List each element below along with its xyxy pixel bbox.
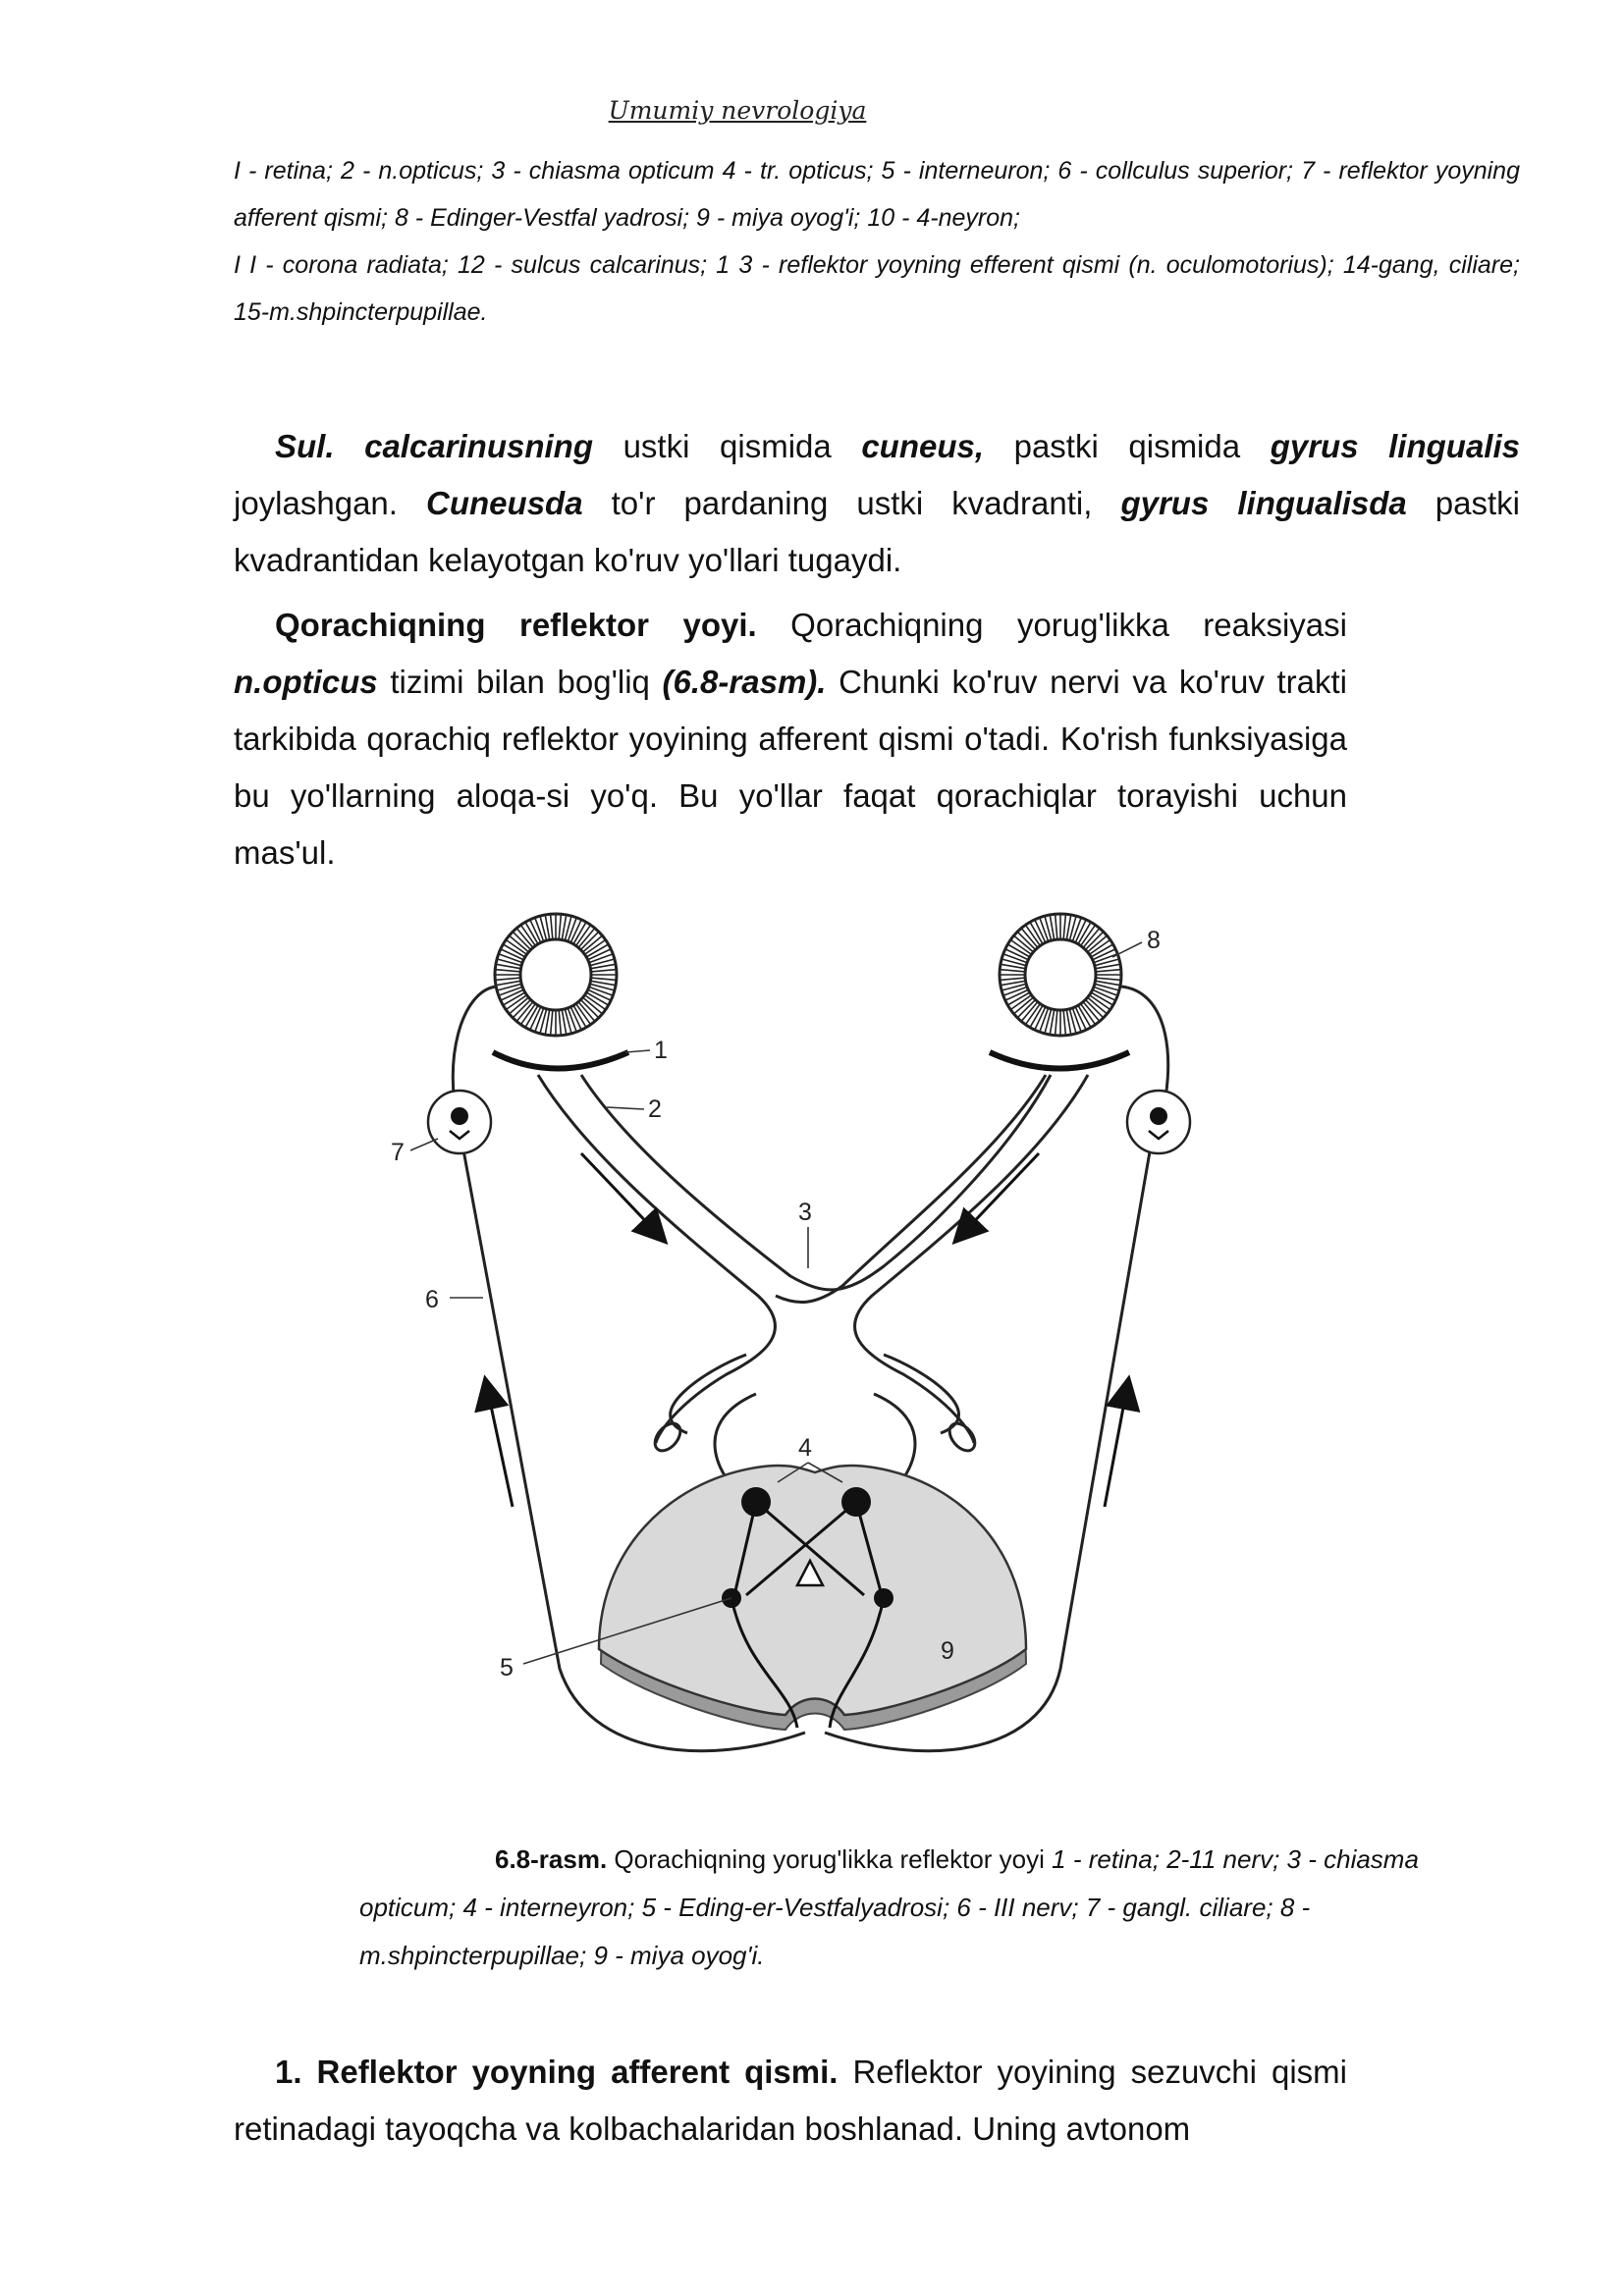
text: pastki qismida bbox=[984, 428, 1271, 464]
right-retina bbox=[990, 1052, 1129, 1069]
figure-caption bbox=[359, 1836, 1498, 1980]
figure-label-3: 3 bbox=[798, 1199, 812, 1226]
figure-label-2: 2 bbox=[648, 1095, 662, 1123]
left-retina bbox=[493, 1052, 628, 1069]
term-gyrus-lingualisda: gyrus lingualisda bbox=[1120, 485, 1407, 521]
figure-label-6: 6 bbox=[425, 1286, 439, 1313]
text: pastki kvadrantidan kelayotgan ko'ruv yo'llari tugaydi. bbox=[234, 485, 1521, 578]
nucleus-right bbox=[874, 1588, 893, 1608]
term-gyrus-lingualis: gyrus lingualis bbox=[1270, 428, 1520, 464]
caption-number: 6.8-rasm. bbox=[495, 1844, 608, 1874]
right-ciliary-ganglion bbox=[1127, 1091, 1190, 1153]
figure-label-1: 1 bbox=[654, 1037, 668, 1064]
neuron-right bbox=[841, 1487, 871, 1517]
right-eye bbox=[1000, 914, 1121, 1036]
figure-label-8: 8 bbox=[1147, 927, 1161, 954]
text: joylashgan. bbox=[234, 485, 427, 521]
term-n-opticus: n.opticus bbox=[234, 664, 378, 700]
text: tizimi bilan bog'liq bbox=[377, 664, 663, 700]
figure-legend-top bbox=[234, 147, 1520, 336]
text: to'r pardaning ustki kvadranti, bbox=[582, 485, 1121, 521]
figure-label-4: 4 bbox=[798, 1434, 812, 1462]
left-ciliary-ganglion bbox=[428, 1091, 491, 1153]
paragraph-1 bbox=[234, 418, 1520, 589]
caption-legend: 1 - retina; 2-11 nerv; 3 - chiasma opticum; 4 - interneyron; 5 - Eding-er-Vestfalyadrosi; 6 - III nerv; 7 - gangl. ciliare; 8 - m.shpincterpupillae; 9 - miya oyog'i. bbox=[359, 1844, 1419, 1970]
figure-label-5: 5 bbox=[500, 1654, 514, 1682]
legend-line-2: I I - corona radiata; 12 - sulcus calcarinus; 1 3 - reflektor yoyning efferent qismi (n. oculomotorius); 14-gang, ciliare; 15-m.shpincterpupillae. bbox=[234, 251, 1520, 326]
caption-title: Qorachiqning yorug'likka reflektor yoyi bbox=[607, 1844, 1053, 1874]
figure-label-7: 7 bbox=[391, 1139, 405, 1166]
page-header bbox=[0, 96, 1624, 125]
paragraph-2 bbox=[234, 597, 1347, 881]
term-cuneus: cuneus, bbox=[861, 428, 985, 464]
left-eye bbox=[495, 914, 617, 1036]
optic-tracts bbox=[538, 1075, 1088, 1507]
pupillary-reflex-diagram bbox=[373, 908, 1218, 1782]
text: Chunki ko'ruv nervi va ko'ruv trakti tarkibida qorachiq reflektor yoyining afferent qismi o'tadi. Ko'rish funksiyasiga bu yo'llarning aloqa-si yo'q. Bu yo'llar faqat qorachiqlar torayishi uchun mas'ul. bbox=[234, 664, 1347, 871]
paragraph-3 bbox=[234, 2044, 1347, 2158]
text: ustki qismida bbox=[593, 428, 862, 464]
section-heading-afferent: 1. Reflektor yoyning afferent qismi. bbox=[275, 2054, 839, 2090]
neuron-left bbox=[741, 1487, 771, 1517]
figure-label-9: 9 bbox=[941, 1637, 954, 1665]
midbrain-body bbox=[599, 1466, 1026, 1715]
header-title: Umumiy nevrologiya bbox=[608, 96, 867, 125]
section-heading-reflex-arc: Qorachiqning reflektor yoyi. bbox=[275, 607, 757, 643]
legend-line-1: I - retina; 2 - n.opticus; 3 - chiasma opticum 4 - tr. opticus; 5 - interneuron; 6 - collculus superior; 7 - reflektor yoyning afferent qismi; 8 - Edinger-Vestfal yadrosi; 9 - miya oyog'i; 10 - 4-neyron; bbox=[234, 157, 1520, 232]
term-sul-calcarinus: Sul. calcarinusning bbox=[275, 428, 593, 464]
text: Reflektor yoyining sezuvchi qismi retinadagi tayoqcha va kolbachalaridan boshlanad. Uning avtonom bbox=[234, 2054, 1347, 2147]
text: Qorachiqning yorug'likka reaksiyasi bbox=[756, 607, 1347, 643]
term-cuneusda: Cuneusda bbox=[426, 485, 583, 521]
figure-reference: (6.8-rasm). bbox=[662, 664, 827, 700]
